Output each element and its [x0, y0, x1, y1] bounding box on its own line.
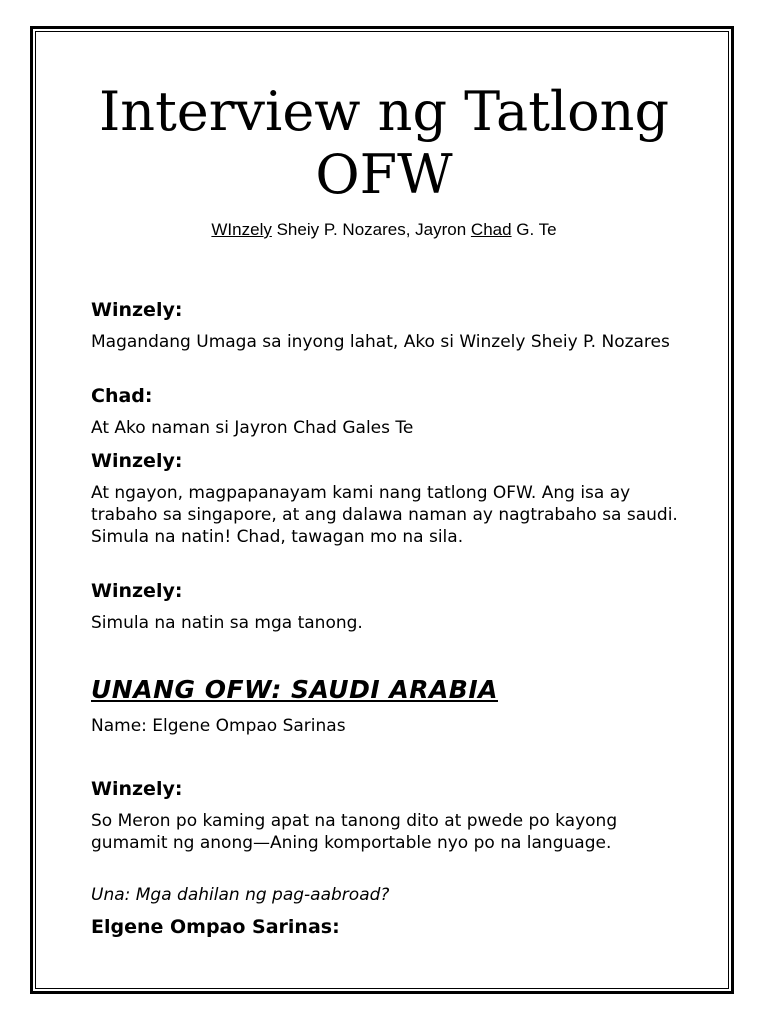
dialogue-text: So Meron po kaming apat na tanong dito at pwede po kayong gumamit ng anong—Aning komportable nyo po na language.	[91, 811, 618, 853]
author-second-name: Chad	[470, 220, 512, 239]
speaker-label: Elgene Ompao Sarinas:	[91, 916, 340, 938]
speaker-label: Winzely:	[91, 778, 183, 800]
dialogue-text: At ngayon, magpapanayam kami nang tatlong OFW. Ang isa ay trabaho sa singapore, at ang dalawa naman ay nagtrabaho sa saudi. Simula na natin! Chad, tawagan mo na sila.	[91, 483, 678, 547]
speaker-label: Winzely:	[91, 580, 183, 602]
author-text-1: Sheiy P. Nozares, Jayron	[271, 220, 471, 239]
interviewee-name: Name: Elgene Ompao Sarinas	[91, 716, 346, 736]
question-text: Una: Mga dahilan ng pag-aabroad?	[91, 885, 390, 905]
title-line-2: OFW	[315, 143, 453, 206]
speaker-label: Winzely:	[91, 450, 183, 472]
author-first-name: WInzely	[211, 220, 272, 239]
section-heading: UNANG OFW: SAUDI ARABIA	[91, 675, 498, 704]
speaker-label: Winzely:	[91, 299, 183, 321]
title-line-1: Interview ng Tatlong	[98, 80, 670, 143]
dialogue-text: Magandang Umaga sa inyong lahat, Ako si Winzely Sheiy P. Nozares	[91, 332, 670, 352]
author-text-2: G. Te	[511, 220, 557, 239]
dialogue-text: Simula na natin sa mga tanong.	[91, 613, 363, 633]
speaker-label: Chad:	[91, 385, 153, 407]
dialogue-text: At Ako naman si Jayron Chad Gales Te	[91, 418, 414, 438]
author-line	[60, 218, 708, 242]
document-title	[60, 80, 708, 206]
